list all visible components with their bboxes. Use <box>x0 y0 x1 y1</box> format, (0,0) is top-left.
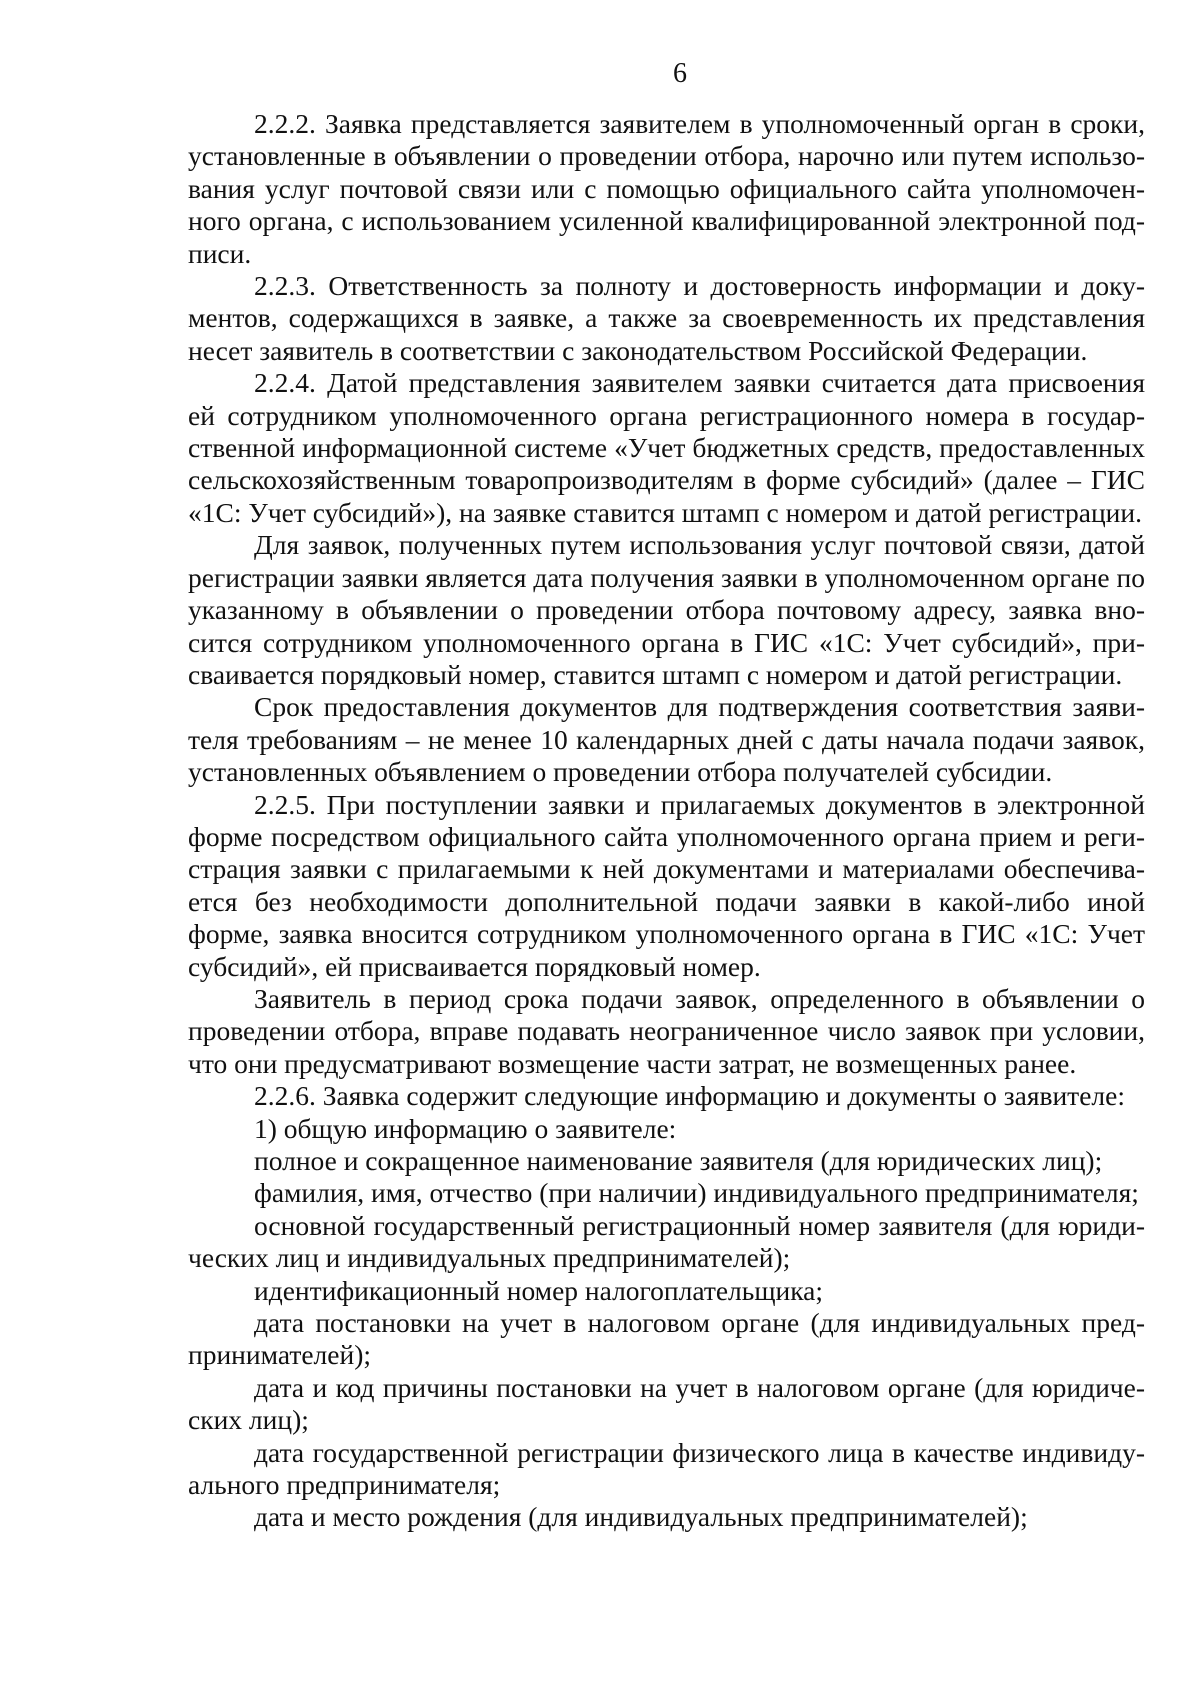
list-item-state-registration-date: дата государственной регистрации физического лица в качестве индивидуального предпринимателя; <box>188 1436 1145 1501</box>
list-item-full-name: полное и сокращенное наименование заявителя (для юридических лиц); <box>254 1145 1103 1176</box>
list-item-kpp-date: дата и код причины постановки на учет в налоговом органе (для юридических лиц); <box>188 1371 1145 1436</box>
paragraph-2-2-3: 2.2.3. Ответственность за полноту и достоверность информации и документов, содержащихся в заявке, а также за своевременность их представления несет заявитель в соответствии с законодательством Российской Федерации. <box>188 270 1145 366</box>
paragraph-2-2-6: 2.2.6. Заявка содержит следующие информацию и документы о заявителе: <box>254 1080 1125 1112</box>
paragraph-unlimited-applications: Заявитель в период срока подачи заявок, определенного в объявлении о проведении отбора, вправе подавать неограниченное число заявок при условии, что они предусматривают возмещение части затрат, не возмещенных ранее. <box>188 982 1145 1079</box>
paragraph-2-2-5: 2.2.5. При поступлении заявки и прилагаемых документов в электронной форме посредством официального сайта уполномоченного органа прием и регистрация заявки с прилагаемыми к ней документами и материалами обеспечивается без необходимости дополнительной подачи заявки в какой-либо иной форме, заявка вносится сотрудником уполномоченного органа в ГИС «1С: Учет субсидий», ей присваивается порядковый номер. <box>188 788 1145 982</box>
list-item-entrepreneur-name: фамилия, имя, отчество (при наличии) индивидуального предпринимателя; <box>254 1177 1139 1209</box>
paragraph-2-2-4: 2.2.4. Датой представления заявителем заявки считается дата присвоения ей сотрудником уполномоченного органа регистрационного номера в государственной информационной системе «Учет бюджетных средств, предоставленных сельскохозяйственным товаропроизводителям в форме субсидий» (далее – ГИС «1С: Учет субсидий»), на заявке ставится штамп с номером и датой регистрации. <box>188 367 1145 528</box>
paragraph-document-deadline: Срок предоставления документов для подтверждения соответствия заявителя требованиям – не менее 10 календарных дней с даты начала подачи заявок, установленных объявлением о проведении отбора получателей субсидии. <box>188 691 1145 788</box>
page-number: 6 <box>673 58 687 89</box>
list-item-birth-date-place: дата и место рождения (для индивидуальных предпринимателей); <box>254 1501 1028 1533</box>
list-item-ogrn: основной государственный регистрационный номер заявителя (для юридических лиц и индивидуальных предпринимателей); <box>188 1209 1145 1274</box>
list-item-general-info: 1) общую информацию о заявителе: <box>254 1112 677 1144</box>
list-item-inn: идентификационный номер налогоплательщика; <box>254 1274 824 1306</box>
paragraph-postal-applications: Для заявок, полученных путем использования услуг почтовой связи, датой регистрации заявки является дата получения заявки в уполномоченном органе по указанному в объявлении о проведении отбора почтовому адресу, заявка вносится сотрудником уполномоченного органа в ГИС «1С: Учет субсидий», присваивается порядковый номер, ставится штамп с номером и датой регистрации. <box>188 529 1145 690</box>
document-body <box>188 108 1145 1534</box>
paragraph-2-2-2: 2.2.2. Заявка представляется заявителем в уполномоченный орган в сроки, установленные в объявлении о проведении отбора, нарочно или путем использования услуг почтовой связи или с помощью официального сайта уполномоченного органа, с использованием усиленной квалифицированной электронной подписи. <box>188 108 1145 269</box>
list-item-tax-registration-date: дата постановки на учет в налоговом органе (для индивидуальных предпринимателей); <box>188 1307 1145 1371</box>
